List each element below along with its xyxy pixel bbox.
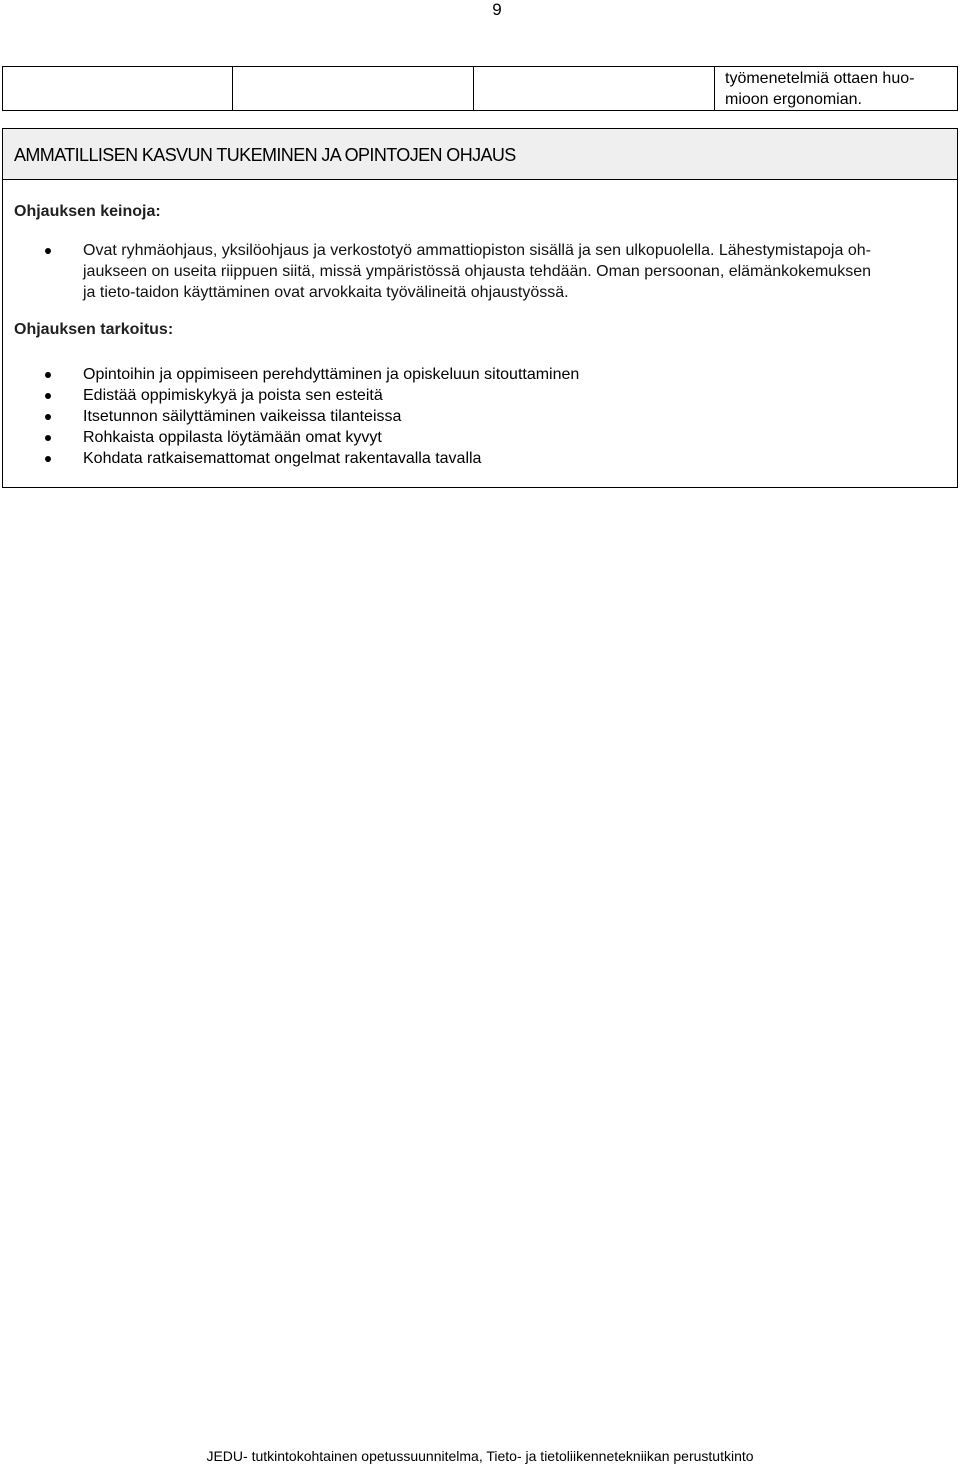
bullet-icon (45, 456, 51, 462)
list-item (3, 364, 943, 385)
means-heading: Ohjauksen keinoja: (14, 203, 161, 220)
list-item-text: Ovat ryhmäohjaus, yksilöohjaus ja verkostotyö ammattiopiston sisällä ja sen ulkopuolella. Lähestymistapoja oh- jaukseen on useita riippuen siitä, missä ympäristössä ohjausta tehdään. Oman persoonan, elämänkokemuksen ja tieto-taidon käyttäminen ovat arvokkaita työvälineitä ohjaustyössä. (83, 242, 871, 301)
page-footer: JEDU- tutkintokohtainen opetussuunnitelma, Tieto- ja tietoliikennetekniikan perustutkinto (206, 1448, 754, 1464)
section-title: AMMATILLISEN KASVUN TUKEMINEN JA OPINTOJEN OHJAUS (3, 129, 957, 180)
list-item-text: Itsetunnon säilyttäminen vaikeissa tilanteissa (83, 408, 402, 425)
cell-line-1: työmenetelmiä ottaen huo- (725, 70, 915, 87)
list-item (3, 385, 943, 406)
list-item (3, 240, 958, 303)
list-item (3, 427, 943, 448)
purpose-list (3, 364, 943, 469)
bullet-icon (45, 393, 51, 399)
list-item-text: Opintoihin ja oppimiseen perehdyttäminen ja opiskeluun sitouttaminen (83, 366, 580, 383)
list-item-text: Rohkaista oppilasta löytämään omat kyvyt (83, 429, 382, 446)
bullet-icon (45, 414, 51, 420)
purpose-heading: Ohjauksen tarkoitus: (14, 321, 174, 338)
bullet-icon (45, 435, 51, 441)
list-item (3, 448, 943, 469)
list-item-text: Kohdata ratkaisemattomat ongelmat rakentavalla tavalla (83, 450, 482, 467)
guidance-section (2, 128, 958, 488)
list-item (3, 406, 943, 427)
list-item-text: Edistää oppimiskykyä ja poista sen esteitä (83, 387, 383, 404)
table-cell-empty (474, 67, 715, 111)
bullet-icon (45, 248, 51, 254)
table-row (3, 67, 958, 111)
cell-line-2: mioon ergonomian. (725, 91, 862, 108)
table-cell-empty (3, 67, 233, 111)
previous-table-continuation (2, 66, 958, 111)
bullet-icon (45, 372, 51, 378)
table-cell-text (715, 67, 958, 111)
table-cell-empty (233, 67, 474, 111)
means-list (3, 240, 958, 303)
page-number: 9 (492, 0, 502, 19)
